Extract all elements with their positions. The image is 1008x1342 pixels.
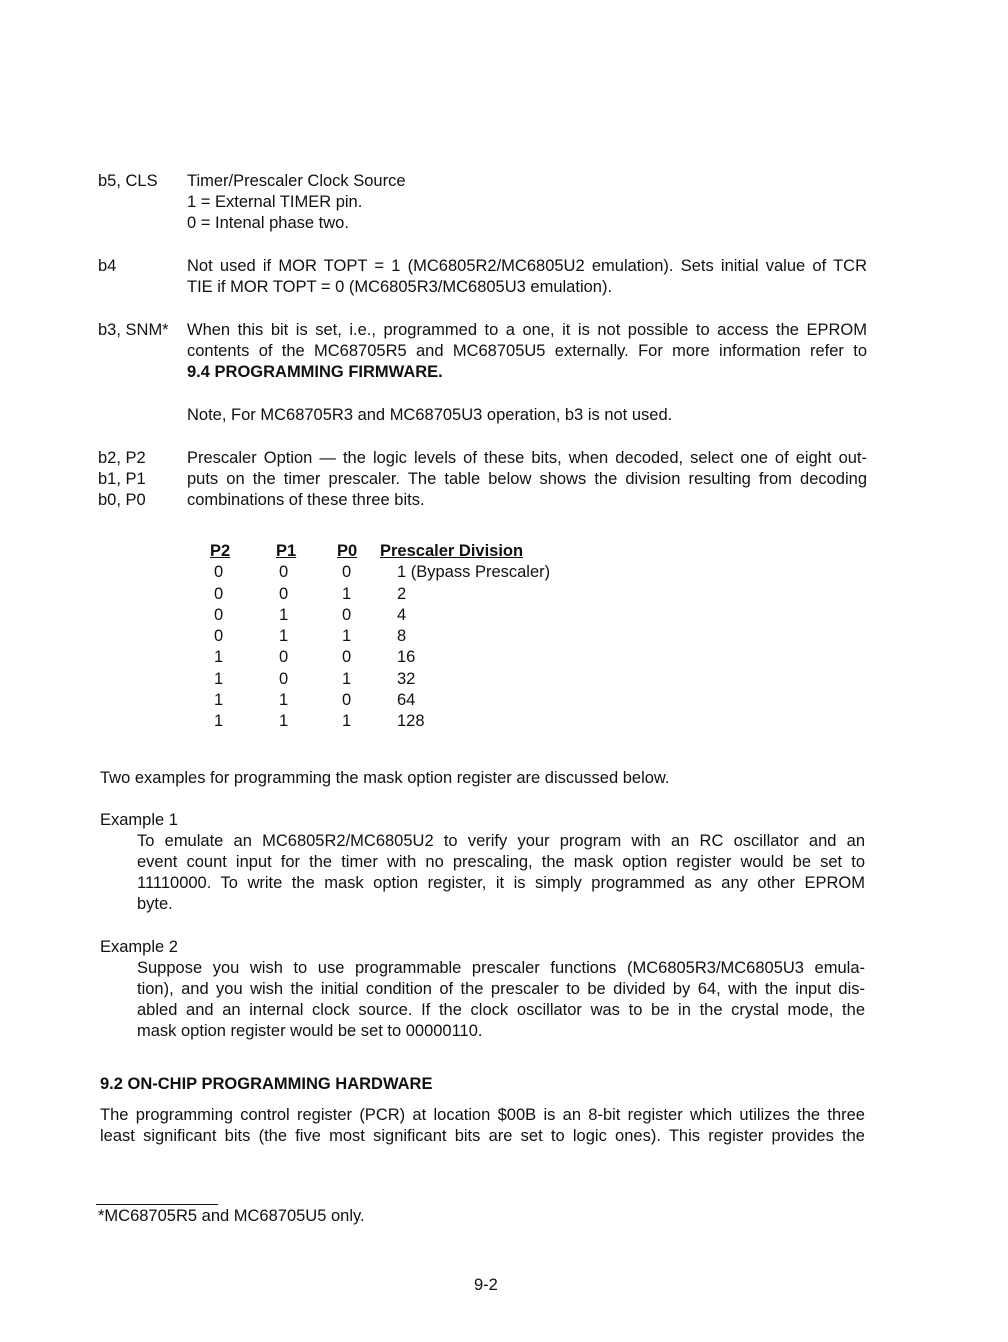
cell-division: 16 [397, 648, 416, 667]
cell-p2: 1 [214, 691, 224, 710]
b4-description [187, 256, 867, 298]
b3-label: b3, SNM* [98, 321, 169, 339]
prescaler-line: combinations of these three bits. [187, 491, 425, 509]
table-row [204, 562, 597, 583]
cell-p1: 0 [279, 669, 289, 688]
table-row [204, 711, 597, 732]
table-row [204, 669, 597, 690]
footnote-rule [96, 1204, 218, 1205]
cell-p1: 1 [279, 691, 289, 710]
example1-line: event count input for the timer with no prescaling, the mask option register would be set to [137, 853, 865, 871]
header-division: Prescaler Division [380, 542, 524, 560]
section-heading: 9.2 ON-CHIP PROGRAMMING HARDWARE [100, 1075, 433, 1093]
cell-p0: 0 [342, 563, 352, 582]
cell-p0: 0 [342, 605, 352, 624]
cell-p1: 0 [279, 584, 289, 603]
table-header-row [204, 541, 597, 562]
bit-label-b1: b1, P1 [98, 470, 146, 488]
example2-body [137, 958, 865, 1042]
header-p0: P0 [337, 542, 358, 560]
table-row [204, 626, 597, 647]
cell-p0: 0 [342, 691, 352, 710]
example1-title: Example 1 [100, 811, 178, 829]
b3-description [187, 320, 867, 383]
cell-p0: 1 [342, 584, 352, 603]
table-row [204, 690, 597, 711]
cell-p2: 0 [214, 627, 224, 646]
example2-title: Example 2 [100, 938, 178, 956]
b5-label: b5, CLS [98, 172, 158, 190]
table-row [204, 584, 597, 605]
b4-line: Not used if MOR TOPT = 1 (MC6805R2/MC6805U2 emulation). Sets initial value of TCR [187, 257, 867, 275]
footnote: *MC68705R5 and MC68705U5 only. [98, 1207, 365, 1225]
bit-label-b0: b0, P0 [98, 491, 146, 509]
cell-p0: 1 [342, 669, 352, 688]
prescaler-table-body [204, 562, 597, 732]
b3-reference: 9.4 PROGRAMMING FIRMWARE. [187, 363, 443, 381]
b5-line: 0 = Intenal phase two. [187, 214, 349, 232]
cell-division: 4 [397, 605, 407, 624]
cell-p1: 1 [279, 627, 289, 646]
prescaler-description [187, 448, 867, 511]
b4-label: b4 [98, 257, 117, 275]
example1-line: byte. [137, 895, 173, 913]
cell-division: 2 [397, 584, 407, 603]
cell-p2: 0 [214, 605, 224, 624]
example1-line: 11110000. To write the mask option register, it is simply programmed as any other EPROM [137, 874, 865, 892]
cell-division: 32 [397, 669, 416, 688]
table-row [204, 605, 597, 626]
b4-line: TIE if MOR TOPT = 0 (MC6805R3/MC6805U3 emulation). [187, 278, 613, 296]
example1-body [137, 831, 865, 915]
cell-p1: 1 [279, 605, 289, 624]
cell-p0: 1 [342, 627, 352, 646]
b5-description [187, 171, 867, 234]
example2-line: Suppose you wish to use programmable prescaler functions (MC6805R3/MC6805U3 emula- [137, 959, 865, 977]
b3-line: contents of the MC68705R5 and MC68705U5 externally. For more information refer to [187, 342, 867, 360]
prescaler-line: Prescaler Option — the logic levels of these bits, when decoded, select one of eight out- [187, 449, 867, 467]
examples-intro: Two examples for programming the mask option register are discussed below. [100, 769, 670, 787]
b5-line: 1 = External TIMER pin. [187, 193, 363, 211]
cell-p2: 1 [214, 712, 224, 731]
bit-label-b2: b2, P2 [98, 449, 146, 467]
cell-p1: 1 [279, 712, 289, 731]
cell-division: 128 [397, 712, 425, 731]
prescaler-bit-labels [98, 448, 146, 511]
section-body [100, 1105, 865, 1147]
header-p1: P1 [276, 542, 297, 560]
header-p2: P2 [210, 542, 231, 560]
cell-p0: 1 [342, 712, 352, 731]
cell-division: 1 (Bypass Prescaler) [397, 563, 551, 582]
cell-p2: 0 [214, 563, 224, 582]
cell-p1: 0 [279, 563, 289, 582]
example2-line: abled and an internal clock source. If the clock oscillator was to be in the crystal mode, the [137, 1001, 865, 1019]
cell-p2: 1 [214, 669, 224, 688]
cell-p1: 0 [279, 648, 289, 667]
example2-line: tion), and you wish the initial condition of the prescaler to be divided by 64, with the input dis- [137, 980, 865, 998]
example1-line: To emulate an MC6805R2/MC6805U2 to verify your program with an RC oscillator and an [137, 832, 865, 850]
table-row [204, 647, 597, 668]
b3-note: Note, For MC68705R3 and MC68705U3 operation, b3 is not used. [187, 406, 673, 424]
cell-p0: 0 [342, 648, 352, 667]
example2-line: mask option register would be set to 00000110. [137, 1022, 483, 1040]
cell-p2: 1 [214, 648, 224, 667]
section-line: least significant bits (the five most significant bits are set to logic ones). This register provides the [100, 1127, 865, 1145]
cell-division: 64 [397, 691, 416, 710]
cell-division: 8 [397, 627, 407, 646]
b3-line: When this bit is set, i.e., programmed to a one, it is not possible to access the EPROM [187, 321, 867, 339]
prescaler-table [204, 541, 597, 733]
section-line: The programming control register (PCR) at location $00B is an 8-bit register which utilizes the three [100, 1106, 865, 1124]
cell-p2: 0 [214, 584, 224, 603]
b5-line: Timer/Prescaler Clock Source [187, 172, 406, 190]
page-number: 9-2 [474, 1276, 498, 1294]
prescaler-line: puts on the timer prescaler. The table below shows the division resulting from decoding [187, 470, 867, 488]
